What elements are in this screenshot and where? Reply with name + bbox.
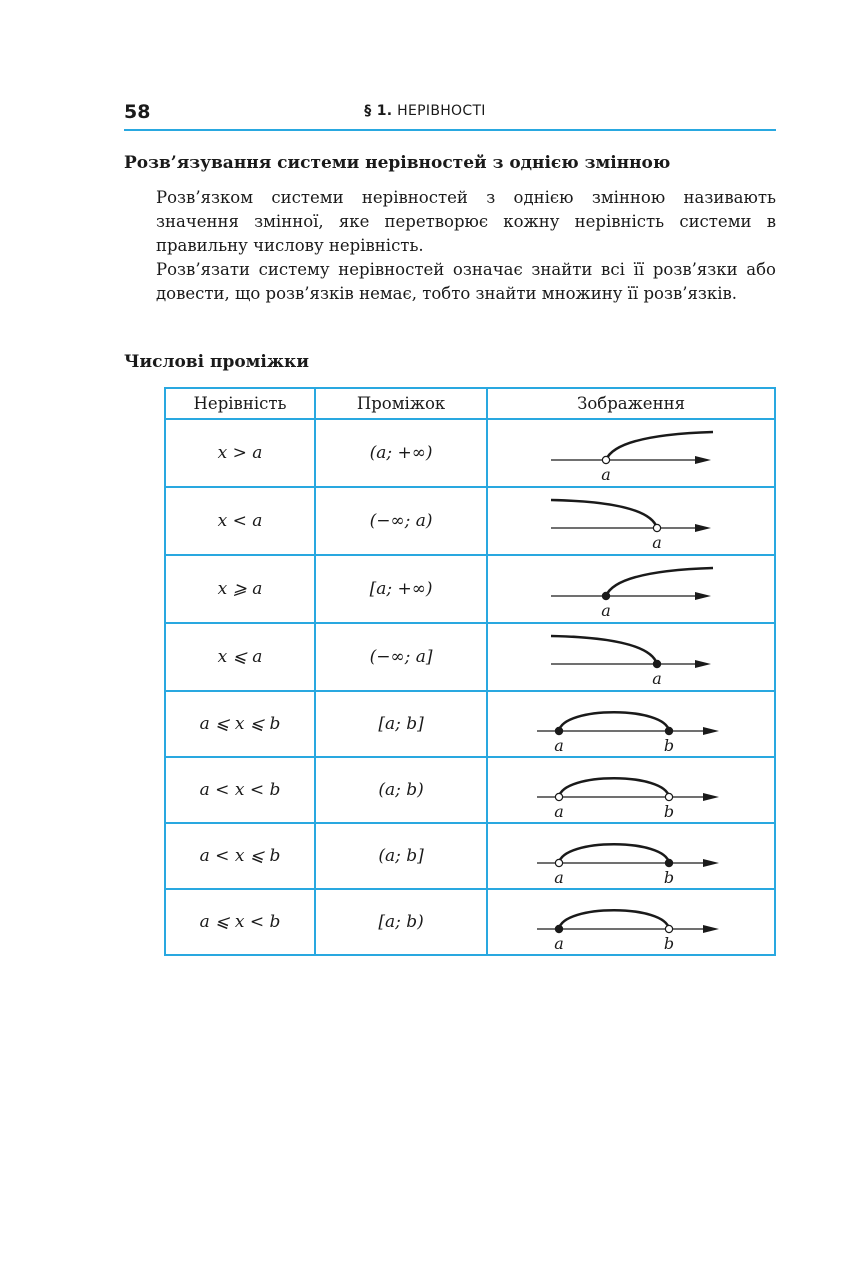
picture-cell [487, 823, 775, 889]
table-row [165, 889, 775, 955]
solution-arc [551, 636, 657, 664]
table-header-row [165, 388, 775, 419]
point-label: a [554, 934, 564, 952]
inequality-cell: a ⩽ x < b [165, 889, 315, 955]
inequality-cell: x > a [165, 419, 315, 487]
running-head-section-number: § 1. [364, 103, 393, 119]
point-label: b [663, 934, 675, 952]
number-line-diagram [531, 627, 731, 687]
number-line-diagram [531, 491, 731, 551]
interval-cell: [a; b] [315, 691, 487, 757]
axis-arrow [695, 524, 711, 532]
open-point [665, 925, 672, 932]
number-line-diagram [531, 694, 731, 754]
picture-cell [487, 691, 775, 757]
point-label: a [554, 736, 564, 754]
inequality-cell: a < x < b [165, 757, 315, 823]
number-line-diagram [531, 892, 731, 952]
axis-arrow [695, 592, 711, 600]
inequality-cell: x ⩽ a [165, 623, 315, 691]
solution-arc [606, 568, 713, 596]
point-label: b [663, 868, 675, 886]
solution-arc [559, 910, 669, 929]
header-rule [124, 129, 776, 131]
picture-cell [487, 889, 775, 955]
point-label: a [601, 465, 611, 483]
point-label: a [652, 669, 662, 687]
interval-cell: (a; +∞) [315, 419, 487, 487]
inequality-cell: x ⩾ a [165, 555, 315, 623]
interval-cell: (−∞; a] [315, 623, 487, 691]
open-point [555, 793, 562, 800]
axis-arrow [703, 793, 719, 801]
solution-arc [551, 500, 657, 528]
table-row [165, 623, 775, 691]
paragraph-solving: Розв’язати систему нерівностей означає знайти всі її розв’язки або довести, що розв’язків немає, тобто знайти множину її розв’язків. [156, 260, 776, 303]
header-inequality: Нерівність [165, 388, 315, 419]
axis-arrow [703, 859, 719, 867]
closed-point [555, 925, 562, 932]
number-line-diagram [531, 760, 731, 820]
table-row [165, 823, 775, 889]
number-line-diagram [531, 826, 731, 886]
open-point [653, 524, 660, 531]
point-label: b [663, 802, 675, 820]
number-line-diagram [531, 423, 731, 483]
table-row [165, 757, 775, 823]
picture-cell [487, 487, 775, 555]
point-label: a [554, 868, 564, 886]
header-interval: Проміжок [315, 388, 487, 419]
point-label: a [554, 802, 564, 820]
interval-cell: (−∞; a) [315, 487, 487, 555]
intervals-table-title: Числові проміжки [124, 352, 309, 372]
open-point [602, 456, 609, 463]
closed-point [555, 727, 562, 734]
running-head [0, 103, 850, 119]
axis-arrow [695, 456, 711, 464]
inequality-cell: a ⩽ x ⩽ b [165, 691, 315, 757]
point-label: a [601, 601, 611, 619]
intervals-table [164, 387, 776, 956]
point-label: a [652, 533, 662, 551]
closed-point [653, 660, 660, 667]
interval-cell: [a; b) [315, 889, 487, 955]
picture-cell [487, 757, 775, 823]
closed-point [602, 592, 609, 599]
inequality-cell: a < x ⩽ b [165, 823, 315, 889]
table-body [165, 419, 775, 955]
picture-cell [487, 555, 775, 623]
running-head-section-title: НЕРІВНОСТІ [397, 103, 486, 119]
solution-arc [606, 432, 713, 460]
interval-cell: (a; b) [315, 757, 487, 823]
section-title: Розв’язування системи нерівностей з однією змінною [124, 153, 671, 173]
table-row [165, 691, 775, 757]
closed-point [665, 859, 672, 866]
paragraph-definition: Розв’язком системи нерівностей з однією змінною називають значення змінної, яке перетворює кожну нерівність системи в правильну числову нерівність. [156, 188, 776, 255]
number-line-diagram [531, 559, 731, 619]
table-row [165, 419, 775, 487]
point-label: b [663, 736, 675, 754]
solution-arc [559, 778, 669, 797]
picture-cell [487, 623, 775, 691]
solution-arc [559, 844, 669, 863]
interval-cell: [a; +∞) [315, 555, 487, 623]
open-point [555, 859, 562, 866]
axis-arrow [703, 727, 719, 735]
table-row [165, 555, 775, 623]
table-row [165, 487, 775, 555]
open-point [665, 793, 672, 800]
inequality-cell: x < a [165, 487, 315, 555]
page-number: 58 [124, 101, 151, 123]
interval-cell: (a; b] [315, 823, 487, 889]
axis-arrow [695, 660, 711, 668]
solution-arc [559, 712, 669, 731]
closed-point [665, 727, 672, 734]
header-picture: Зображення [487, 388, 775, 419]
picture-cell [487, 419, 775, 487]
axis-arrow [703, 925, 719, 933]
